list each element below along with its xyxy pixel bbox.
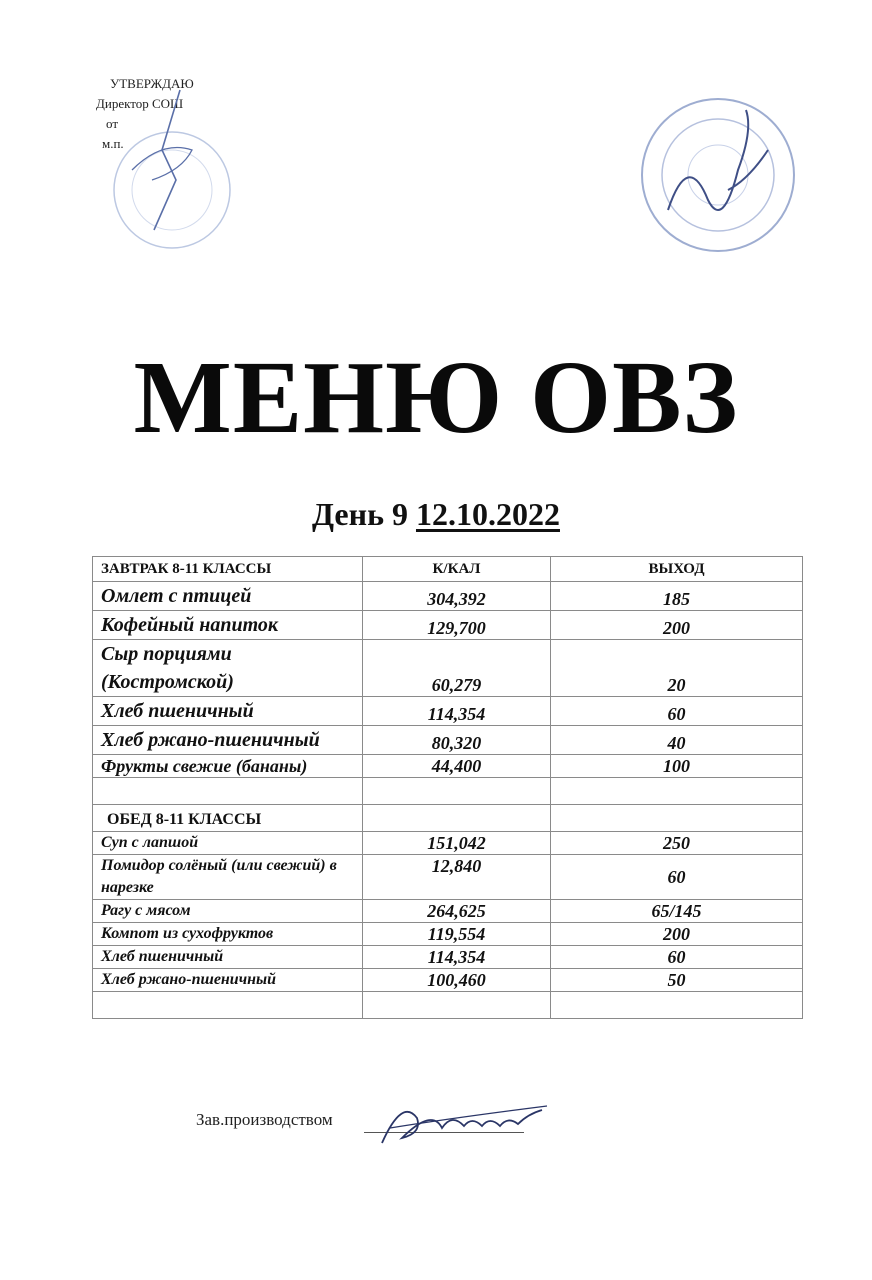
signature-label: Зав.производством (196, 1110, 333, 1129)
dish-output: 200 (551, 923, 803, 946)
table-row-empty (93, 778, 803, 805)
dish-output: 200 (551, 611, 803, 640)
day-heading (0, 492, 872, 536)
section-header-row (93, 805, 803, 832)
dish-kcal: 151,042 (363, 832, 551, 855)
approval-seal-label: м.п. (102, 136, 124, 151)
page-title: МЕНЮ ОВЗ (133, 340, 739, 455)
table-row (93, 900, 803, 923)
day-label: День 9 (312, 496, 408, 532)
dish-output: 50 (551, 969, 803, 992)
dish-name: Суп с лапшой (93, 832, 363, 855)
official-seal (628, 90, 808, 260)
approval-position: Директор СОШ (96, 96, 184, 111)
table-header-row (93, 557, 803, 582)
dish-output: 20 (551, 640, 803, 697)
dish-name: Помидор солёный (или свежий) в нарезке (93, 855, 363, 900)
dish-kcal: 44,400 (363, 755, 551, 778)
table-row (93, 726, 803, 755)
table-row (93, 946, 803, 969)
dish-output: 100 (551, 755, 803, 778)
day-date: 12.10.2022 (415, 496, 560, 532)
dish-output: 40 (551, 726, 803, 755)
dish-name: Хлеб ржано-пшеничный (93, 969, 363, 992)
dish-name: Компот из сухофруктов (93, 923, 363, 946)
dish-name: Фрукты свежие (бананы) (93, 755, 363, 778)
dish-kcal: 114,354 (363, 697, 551, 726)
table-row (93, 832, 803, 855)
dish-kcal: 12,840 (363, 855, 551, 900)
handwritten-signature (372, 1088, 552, 1158)
table-row (93, 969, 803, 992)
table-row (93, 755, 803, 778)
director-stamp-signature (92, 80, 242, 260)
header-output: ВЫХОД (551, 557, 803, 582)
dish-kcal: 119,554 (363, 923, 551, 946)
dish-name: Хлеб ржано-пшеничный (93, 726, 363, 755)
table-row-empty (93, 992, 803, 1019)
dish-name: Хлеб пшеничный (93, 946, 363, 969)
table-row (93, 640, 803, 697)
approval-title: УТВЕРЖДАЮ (110, 76, 194, 91)
dish-kcal: 100,460 (363, 969, 551, 992)
dish-output: 185 (551, 582, 803, 611)
approval-date-label: от (106, 116, 119, 131)
dish-name: Хлеб пшеничный (93, 697, 363, 726)
header-kcal: К/КАЛ (363, 557, 551, 582)
dish-name: Рагу с мясом (93, 900, 363, 923)
header-meal: ЗАВТРАК 8-11 КЛАССЫ (93, 557, 363, 582)
table-row (93, 611, 803, 640)
dish-kcal: 114,354 (363, 946, 551, 969)
dish-output: 60 (551, 697, 803, 726)
dish-kcal: 264,625 (363, 900, 551, 923)
dish-kcal: 304,392 (363, 582, 551, 611)
dish-name: Кофейный напиток (93, 611, 363, 640)
lunch-section-title: ОБЕД 8-11 КЛАССЫ (93, 805, 363, 832)
dish-kcal: 60,279 (363, 640, 551, 697)
table-row (93, 923, 803, 946)
table-row (93, 855, 803, 900)
table-row (93, 582, 803, 611)
dish-output: 60 (551, 855, 803, 900)
dish-kcal: 80,320 (363, 726, 551, 755)
menu-table (92, 556, 803, 1019)
table-row (93, 697, 803, 726)
dish-kcal: 129,700 (363, 611, 551, 640)
dish-output: 65/145 (551, 900, 803, 923)
dish-name: Сыр порциями (Костромской) (93, 640, 363, 697)
dish-output: 250 (551, 832, 803, 855)
dish-output: 60 (551, 946, 803, 969)
dish-name: Омлет с птицей (93, 582, 363, 611)
